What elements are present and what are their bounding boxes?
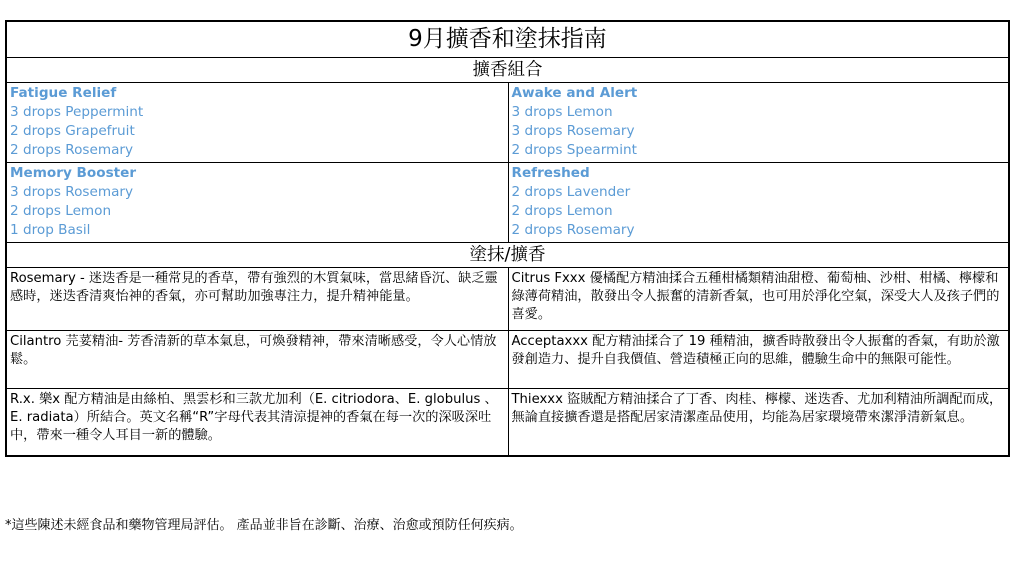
blend-line: 2 drops Grapefruit	[10, 123, 135, 139]
oil-description: Rosemary - 迷迭香是一種常見的香草，帶有強烈的木質氣味，當思緒昏沉、缺乏靈感時，迷迭香清爽怡神的香氣，亦可幫助加強專注力，提升精神能量。	[10, 271, 498, 304]
rollon-heading-row	[7, 242, 1008, 267]
oil-description: R.x. 樂x 配方精油是由絲柏、黑雲杉和三款尤加利（E. citriodora、E. globulus 、E. radiata）所結合。英文名稱“R”字母代表其清涼提神的香氣在每一次的深吸深吐中，帶來一種令人耳目一新的體驗。	[10, 392, 498, 443]
blend-card	[508, 163, 1009, 242]
blend-line: 2 drops Lavender	[511, 184, 631, 200]
oil-description: Acceptaxxx 配方精油揉合了 19 種精油，擴香時散發出令人振奮的香氣，有助於激發創造力、提升自我價值、營造積極正向的思維，體驗生命中的無限可能性。	[508, 331, 1009, 388]
diffuser-section-heading: 擴香組合	[472, 60, 543, 80]
diffuser-heading-row	[7, 57, 1008, 82]
blend-line: 2 drops Spearmint	[511, 142, 638, 158]
blend-line: 2 drops Lemon	[511, 203, 613, 219]
blend-line: 3 drops Rosemary	[511, 123, 635, 139]
blend-row	[7, 82, 1008, 162]
blend-line: 2 drops Rosemary	[10, 142, 134, 158]
blend-card	[508, 83, 1009, 162]
blend-name: Fatigue Relief	[10, 85, 117, 101]
oil-description: Cilantro 芫荽精油- 芳香清新的草本氣息，可煥發精神，帶來清晰感受，令人心情放鬆。	[10, 334, 497, 367]
blend-card	[7, 83, 508, 162]
blend-line: 3 drops Peppermint	[10, 104, 144, 120]
blend-line: 2 drops Lemon	[10, 203, 112, 219]
rollon-row	[7, 267, 1008, 330]
title-row	[7, 22, 1008, 57]
blend-row	[7, 162, 1008, 242]
disclaimer-text: *這些陳述未經食品和藥物管理局評估。 產品並非旨在診斷、治療、治愈或預防任何疾病。	[5, 518, 523, 533]
blend-line: 3 drops Lemon	[511, 104, 613, 120]
rollon-row	[7, 388, 1008, 455]
rollon-section-heading: 塗抹/擴香	[469, 245, 546, 265]
blend-line: 1 drop Basil	[10, 222, 91, 238]
blend-name: Awake and Alert	[511, 85, 638, 101]
oil-description: Thiexxx 盜賊配方精油揉合了丁香、肉桂、檸檬、迷迭香、尤加利精油所調配而成，無論直接擴香還是搭配居家清潔產品使用，均能為居家環境帶來潔淨清新氣息。	[508, 389, 1009, 455]
oil-description: Citrus Fxxx 優橘配方精油揉合五種柑橘類精油甜橙、葡萄柚、沙柑、柑橘、檸檬和綠薄荷精油，散發出令人振奮的清新香氣，也可用於淨化空氣，深受大人及孩子們的喜愛。	[508, 268, 1009, 330]
blend-line: 2 drops Rosemary	[511, 222, 635, 238]
blend-name: Refreshed	[511, 165, 590, 181]
page-title: 9月擴香和塗抹指南	[408, 26, 607, 52]
guide-table	[5, 20, 1010, 457]
rollon-row	[7, 330, 1008, 388]
blend-card	[7, 163, 508, 242]
blend-name: Memory Booster	[10, 165, 137, 181]
blend-line: 3 drops Rosemary	[10, 184, 134, 200]
